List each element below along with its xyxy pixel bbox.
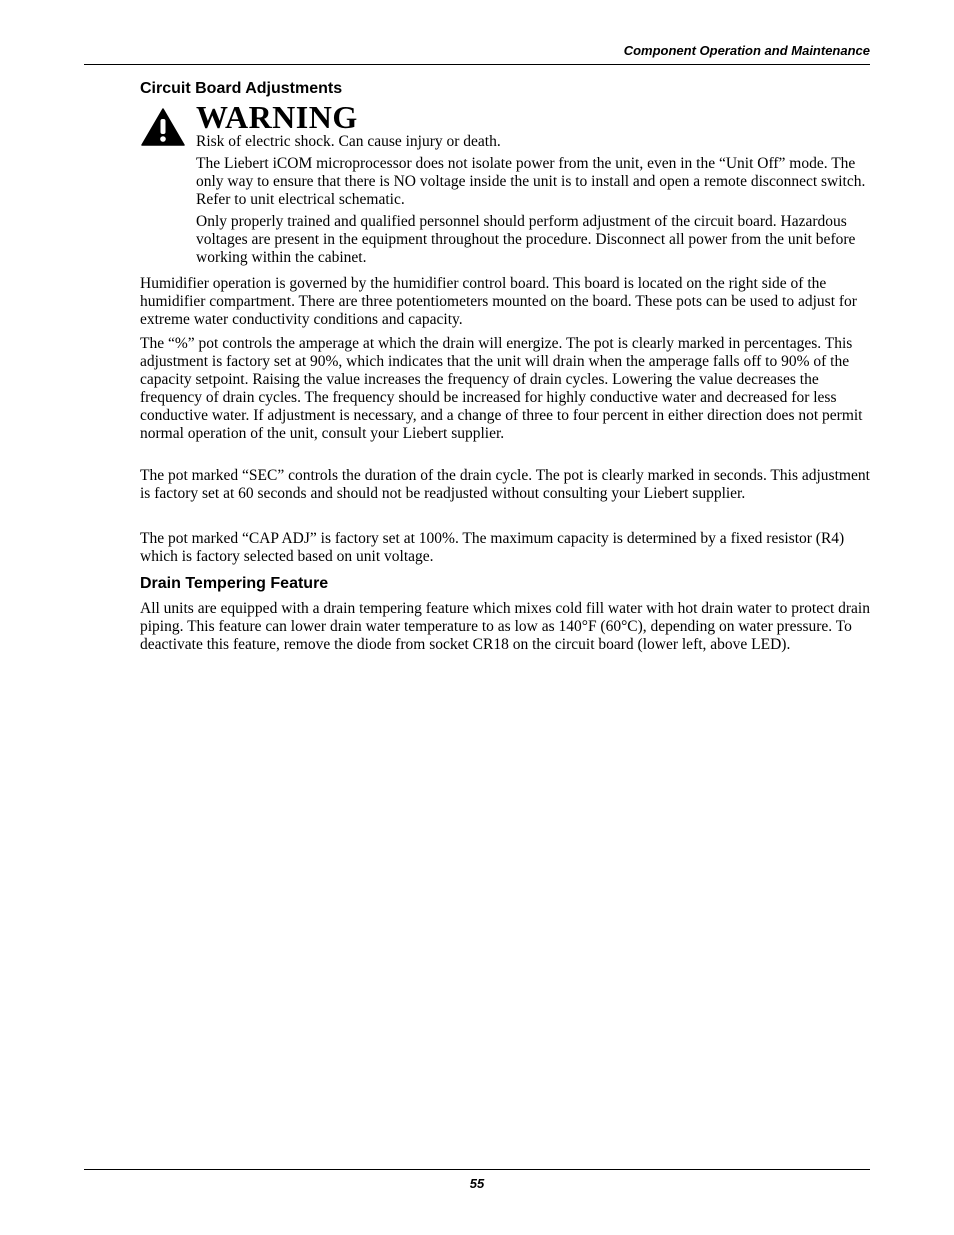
warning-title: WARNING xyxy=(196,99,358,135)
header-rule xyxy=(84,64,870,65)
body-paragraph xyxy=(140,600,870,654)
paragraph-humidifier-operation: Humidifier operation is governed by the humidifier control board. This board is located on the right side of the humidifier compartment. There are three potentiometers mounted on the board. These pots can be used to adjust for extreme water conductivity conditions and capacity. xyxy=(140,275,857,328)
section-heading-circuit-board: Circuit Board Adjustments xyxy=(140,80,343,97)
paragraph-drain-tempering: All units are equipped with a drain tempering feature which mixes cold fill water with hot drain water to protect drain piping. This feature can lower drain water temperature to as low as 140°F (60°C), depending on water pressure. To deactivate this feature, remove the diode from socket CR18 on the circuit board (lower left, above LED). xyxy=(140,600,870,653)
body-paragraph xyxy=(140,467,870,503)
footer-rule xyxy=(84,1169,870,1170)
body-paragraph xyxy=(140,275,870,329)
warning-triangle-icon xyxy=(141,108,185,146)
running-header-title: Component Operation and Maintenance xyxy=(623,43,870,58)
section-heading-drain-tempering: Drain Tempering Feature xyxy=(140,575,329,592)
body-paragraph xyxy=(140,530,870,566)
warning-line: The Liebert iCOM microprocessor does not isolate power from the unit, even in the “Unit Off” mode. The only way to ensure that there is NO voltage inside the unit is to install and open a remote disconnect switch. Refer to unit electrical schematic. xyxy=(196,155,866,208)
warning-line: Risk of electric shock. Can cause injury or death. xyxy=(196,133,501,150)
paragraph-sec-pot: The pot marked “SEC” controls the duration of the drain cycle. The pot is clearly marked in seconds. This adjustment is factory set at 60 seconds and should not be readjusted without consulting your Liebert supplier. xyxy=(140,467,870,502)
page-number: 55 xyxy=(469,1176,485,1191)
paragraph-cap-adj-pot: The pot marked “CAP ADJ” is factory set at 100%. The maximum capacity is determined by a fixed resistor (R4) which is factory selected based on unit voltage. xyxy=(140,530,845,565)
warning-body xyxy=(196,133,870,271)
body-paragraph xyxy=(140,335,870,443)
paragraph-percent-pot: The “%” pot controls the amperage at which the drain will energize. The pot is clearly marked in percentages. This adjustment is factory set at 90%, which indicates that the unit will drain when the amperage falls off to 90% of the capacity setpoint. Raising the value increases the frequency of drain cycles. Lowering the value decreases the frequency of drain cycles. The frequency should be increased for highly conductive water and decreased for less conductive water. If adjustment is necessary, and a change of three to four percent in either direction does not permit normal operation of the unit, consult your Liebert supplier. xyxy=(140,335,863,442)
warning-line: Only properly trained and qualified personnel should perform adjustment of the circuit board. Hazardous voltages are present in the equipment throughout the procedure. Disconnect all power from the unit before working within the cabinet. xyxy=(196,213,856,266)
